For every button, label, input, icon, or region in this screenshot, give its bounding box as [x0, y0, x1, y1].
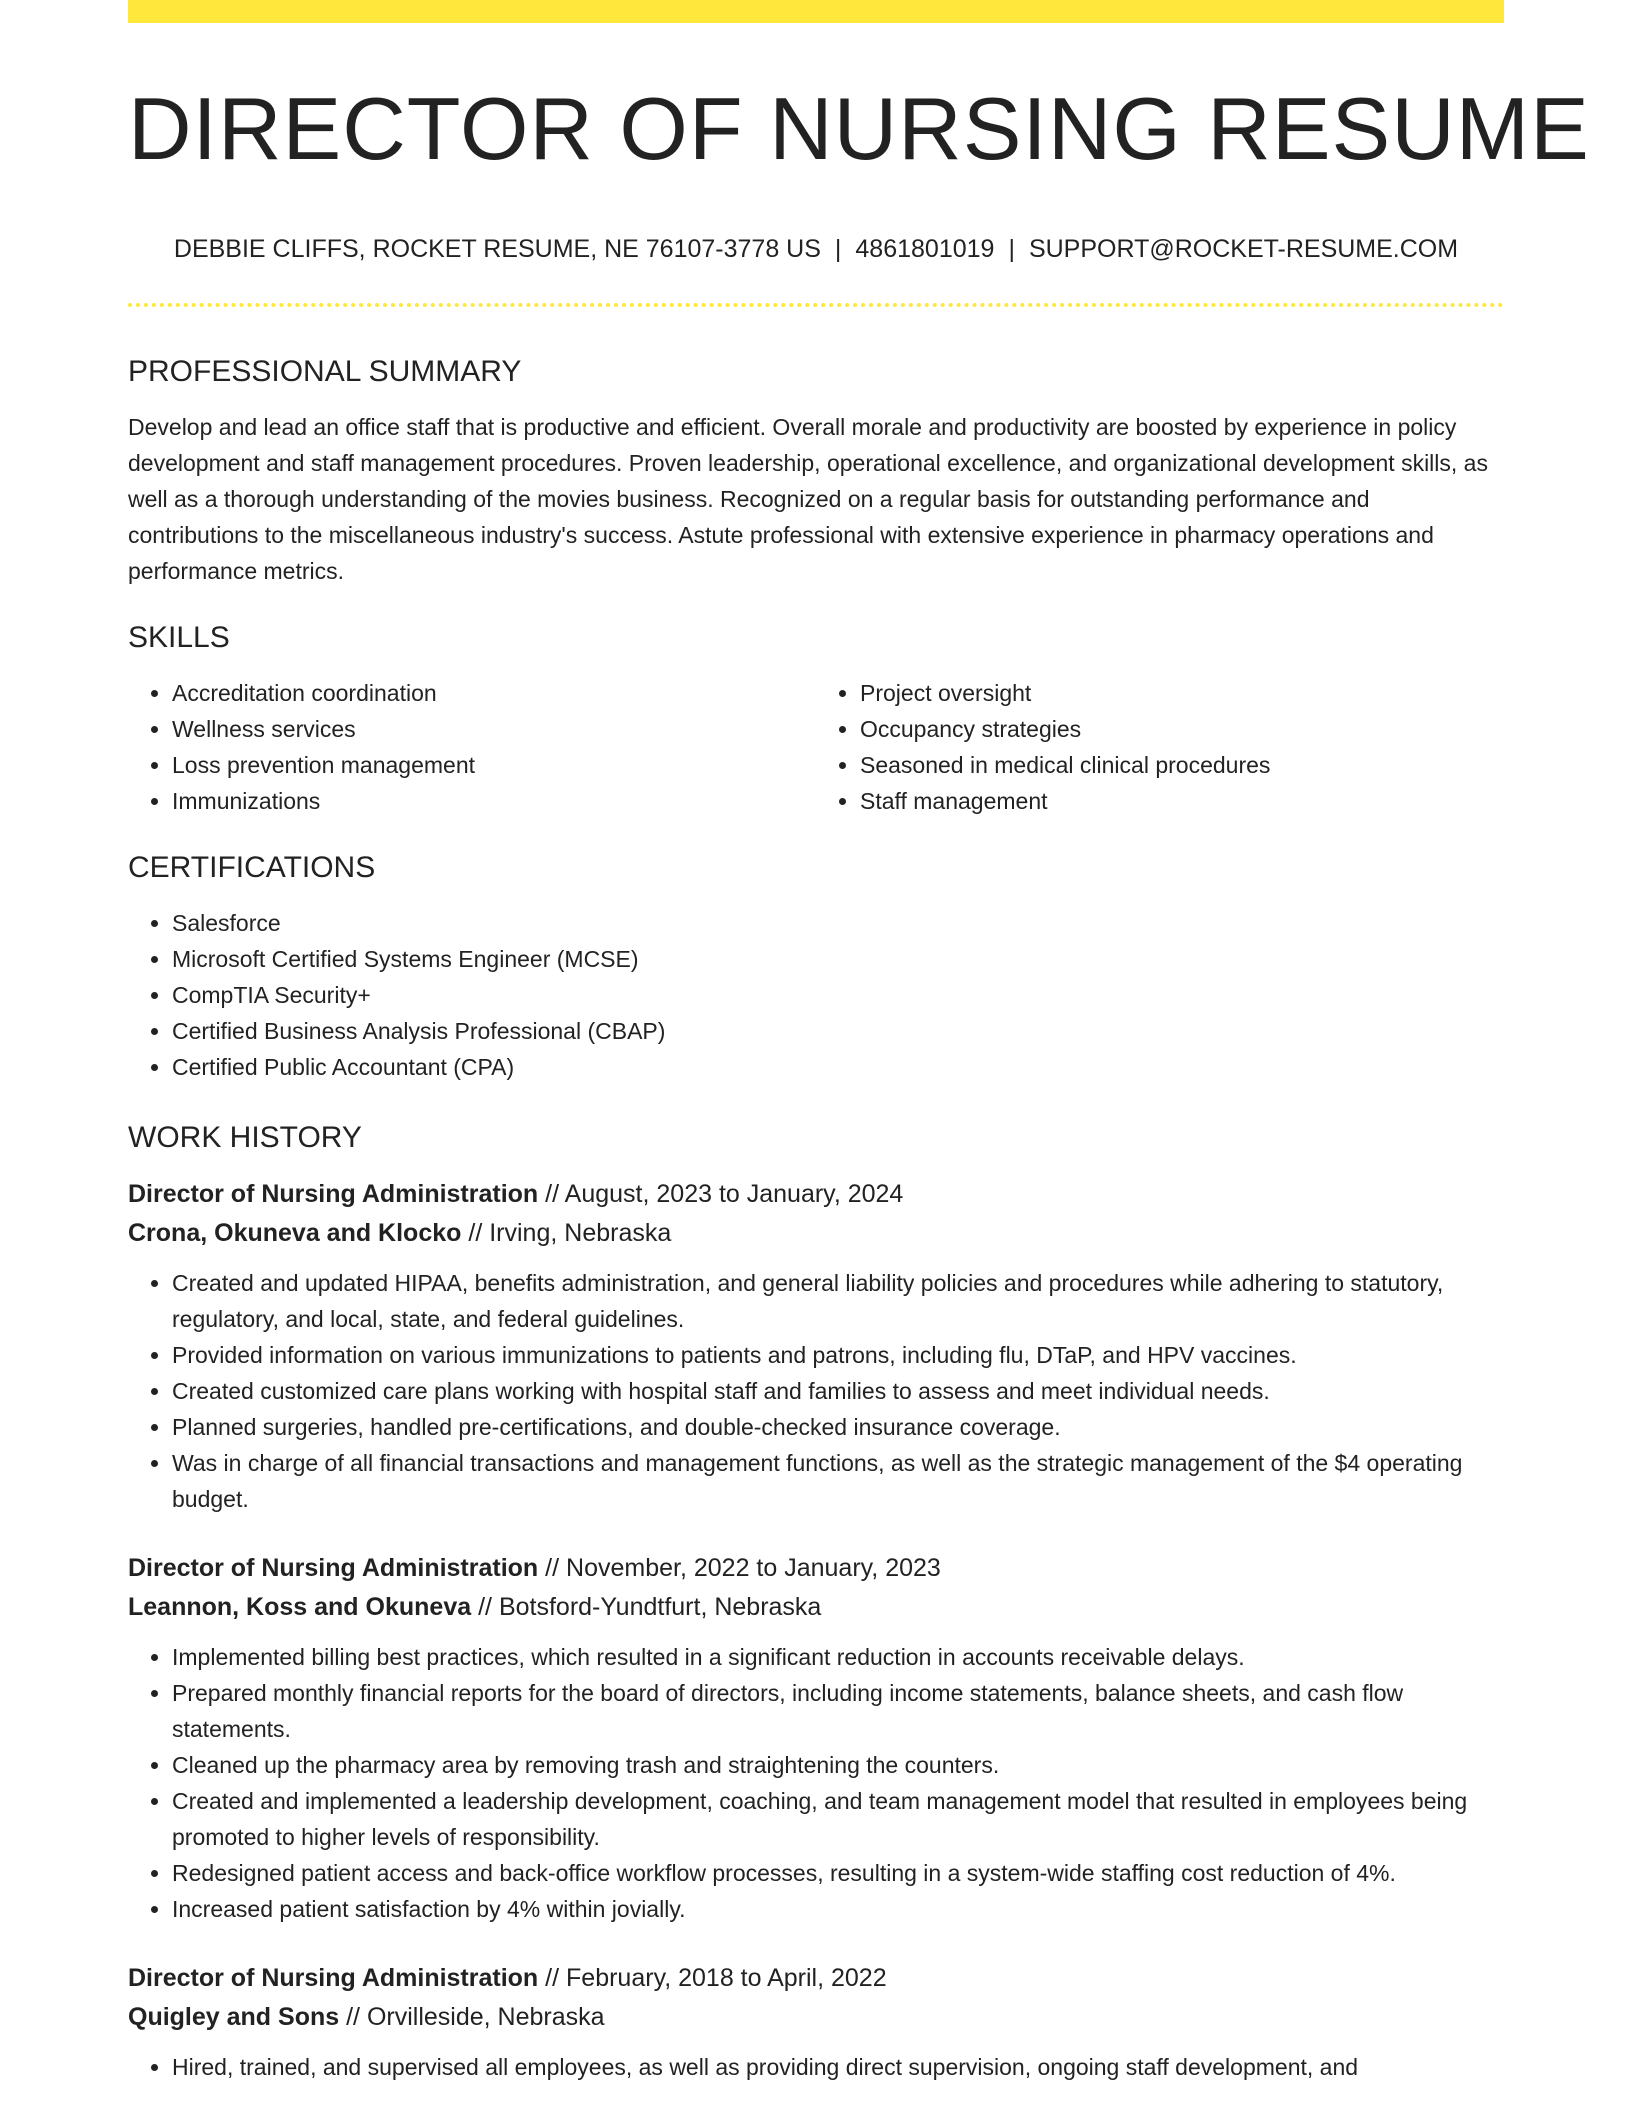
- job-bullets: [128, 1639, 1504, 1927]
- list-item: • CompTIA Security+: [172, 977, 1504, 1013]
- list-item: • Prepared monthly financial reports for the board of directors, including income statements, balance sheets, and cash flow statements.: [172, 1675, 1504, 1747]
- contact-address: DEBBIE CLIFFS, ROCKET RESUME, NE 76107-3778 US: [173, 235, 821, 263]
- list-item: • Occupancy strategies: [860, 711, 1504, 747]
- job-company-line: [128, 1998, 1504, 2037]
- list-item: • Accreditation coordination: [172, 675, 816, 711]
- list-item: • Created customized care plans working with hospital staff and families to assess and meet individual needs.: [172, 1373, 1504, 1409]
- job-dates: November, 2022 to January, 2023: [566, 1554, 941, 1582]
- job-location: Irving, Nebraska: [489, 1219, 672, 1247]
- job-entry: [128, 1175, 1504, 1517]
- job-divider: //: [545, 1180, 560, 1208]
- contact-email: SUPPORT@ROCKET-RESUME.COM: [1028, 235, 1459, 263]
- job-company: Leannon, Koss and Okuneva: [128, 1593, 472, 1621]
- skills-grid: [128, 675, 1504, 819]
- job-company-line: [128, 1588, 1504, 1627]
- list-item: • Salesforce: [172, 905, 1504, 941]
- list-item: • Cleaned up the pharmacy area by removing trash and straightening the counters.: [172, 1747, 1504, 1783]
- job-divider: //: [478, 1593, 492, 1621]
- list-item: • Loss prevention management: [172, 747, 816, 783]
- job-company-line: [128, 1214, 1504, 1253]
- list-item: • Wellness services: [172, 711, 816, 747]
- list-item: • Planned surgeries, handled pre-certifications, and double-checked insurance coverage.: [172, 1409, 1504, 1445]
- job-role: Director of Nursing Administration: [128, 1180, 539, 1208]
- contact-separator: |: [1008, 235, 1015, 263]
- contact-line: [128, 237, 1504, 262]
- job-title-line: [128, 1175, 1504, 1214]
- job-role: Director of Nursing Administration: [128, 1554, 539, 1582]
- list-item: • Certified Business Analysis Professional (CBAP): [172, 1013, 1504, 1049]
- list-item: • Redesigned patient access and back-office workflow processes, resulting in a system-wide staffing cost reduction of 4%.: [172, 1855, 1504, 1891]
- list-item: • Was in charge of all financial transactions and management functions, as well as the strategic management of the $4 operating budget.: [172, 1445, 1504, 1517]
- list-item: • Provided information on various immunizations to patients and patrons, including flu, DTaP, and HPV vaccines.: [172, 1337, 1504, 1373]
- job-divider: //: [468, 1219, 483, 1247]
- skills-heading: SKILLS: [128, 621, 230, 654]
- skills-list-left: [128, 675, 816, 819]
- skills-list-right: [816, 675, 1504, 819]
- job-company: Quigley and Sons: [128, 2003, 340, 2031]
- list-item: • Immunizations: [172, 783, 816, 819]
- accent-top-bar: [128, 0, 1504, 23]
- job-location: Botsford-Yundtfurt, Nebraska: [498, 1593, 822, 1621]
- job-divider: //: [545, 1964, 560, 1992]
- list-item: • Created and implemented a leadership development, coaching, and team management model that resulted in employees being promoted to higher levels of responsibility.: [172, 1783, 1504, 1855]
- job-company: Crona, Okuneva and Klocko: [128, 1219, 462, 1247]
- job-entry: [128, 1549, 1504, 1927]
- job-dates: February, 2018 to April, 2022: [566, 1964, 887, 1992]
- resume-page: [128, 0, 1590, 2112]
- list-item: • Project oversight: [860, 675, 1504, 711]
- summary-heading: PROFESSIONAL SUMMARY: [128, 355, 522, 388]
- certifications-list: [128, 905, 1504, 1085]
- list-item: • Created and updated HIPAA, benefits administration, and general liability policies and procedures while adhering to statutory, regulatory, and local, state, and federal guidelines.: [172, 1265, 1504, 1337]
- list-item: • Hired, trained, and supervised all employees, as well as providing direct supervision, ongoing staff development, and: [172, 2049, 1504, 2085]
- list-item: • Certified Public Accountant (CPA): [172, 1049, 1504, 1085]
- dotted-divider: [128, 303, 1504, 307]
- job-role: Director of Nursing Administration: [128, 1964, 539, 1992]
- job-bullets: [128, 1265, 1504, 1517]
- contact-phone: 4861801019: [855, 235, 995, 263]
- job-dates: August, 2023 to January, 2024: [564, 1180, 904, 1208]
- job-divider: //: [346, 2003, 361, 2031]
- job-location: Orvilleside, Nebraska: [366, 2003, 605, 2031]
- job-bullets: [128, 2049, 1504, 2085]
- job-title-line: [128, 1549, 1504, 1588]
- job-divider: //: [545, 1554, 560, 1582]
- list-item: • Increased patient satisfaction by 4% within jovially.: [172, 1891, 1504, 1927]
- list-item: • Staff management: [860, 783, 1504, 819]
- job-entry: [128, 1959, 1504, 2085]
- list-item: • Microsoft Certified Systems Engineer (MCSE): [172, 941, 1504, 977]
- list-item: • Seasoned in medical clinical procedures: [860, 747, 1504, 783]
- work-history-heading: WORK HISTORY: [128, 1121, 362, 1154]
- job-title-line: [128, 1959, 1504, 1998]
- page-title: DIRECTOR OF NURSING RESUME: [128, 79, 1590, 178]
- contact-separator: |: [834, 235, 842, 263]
- certifications-heading: CERTIFICATIONS: [128, 851, 376, 884]
- list-item: • Implemented billing best practices, which resulted in a significant reduction in accounts receivable delays.: [172, 1639, 1504, 1675]
- summary-text: Develop and lead an office staff that is productive and efficient. Overall morale and productivity are boosted by experience in policy development and staff management procedures. Proven leadership, operational excellence, and organizational development skills, as well as a thorough understanding of the movies business. Recognized on a regular basis for outstanding performance and contributions to the miscellaneous industry's success. Astute professional with extensive experience in pharmacy operations and performance metrics.: [128, 414, 1488, 584]
